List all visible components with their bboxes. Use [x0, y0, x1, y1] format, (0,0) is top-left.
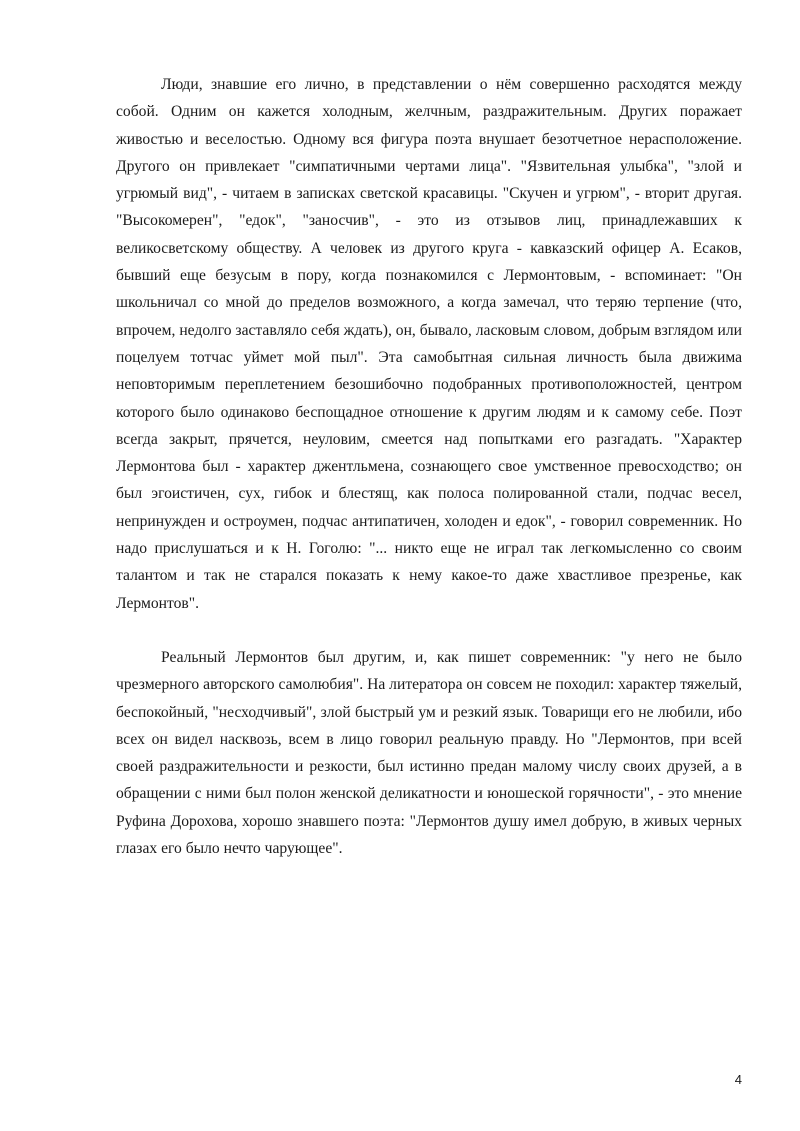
paragraph-2: Реальный Лермонтов был другим, и, как пишет современник: "у него не было чрезмерного авторского самолюбия". На литератора он совсем не походил: характер тяжелый, беспокойный, "несходчивый", злой быстрый ум и резкий язык. Товарищи его не любили, ибо всех он видел насквозь, всем в лицо говорил реальную правду. Но "Лермонтов, при всей своей раздражительности и резкости, был истинно предан малому числу своих друзей, а в обращении с ними был полон женской деликатности и юношеской горячности", - это мнение Руфина Дорохова, хорошо знавшего поэта: "Лермонтов душу имел добрую, в живых черных глазах его было нечто чарующее".	[116, 648, 742, 858]
body-text	[116, 71, 742, 862]
paragraph-1: Люди, знавшие его лично, в представлении о нём совершенно расходятся между собой. Одним он кажется холодным, желчным, раздражительным. Других поражает живостью и веселостью. Одному вся фигура поэта внушает безотчетное нерасположение. Другого он привлекает "симпатичными чертами лица". "Язвительная улыбка", "злой и угрюмый вид", - читаем в записках светской красавицы. "Скучен и угрюм", - вторит другая. "Высокомерен", "едок", "заносчив", - это из отзывов лиц, принадлежавших к великосветскому обществу. А человек из другого круга - кавказский офицер А. Есаков, бывший еще безусым в пору, когда познакомился с Лермонтовым, - вспоминает: "Он школьничал со мной до пределов возможного, а когда замечал, что теряю терпение (что, впрочем, недолго заставляло себя ждать), он, бывало, ласковым словом, добрым взглядом или поцелуем тотчас уймет мой пыл". Эта самобытная сильная личность была движима неповторимым переплетением безошибочно подобранных противоположностей, центром которого было одинаково беспощадное отношение к другим людям и к самому себе. Поэт всегда закрыт, прячется, неуловим, смеется над попытками его разгадать. "Характер Лермонтова был - характер джентльмена, сознающего свое умственное превосходство; он был эгоистичен, сух, гибок и блестящ, как полоса полированной стали, подчас весел, непринужден и остроумен, подчас антипатичен, холоден и едок", - говорил современник. Но надо прислушаться и к Н. Гоголю: "... никто еще не играл так легкомысленно со своим талантом и так не старался показать к нему какое-то даже хвастливое презренье, как Лермонтов".	[116, 76, 742, 612]
page-number: 4	[734, 1072, 742, 1087]
